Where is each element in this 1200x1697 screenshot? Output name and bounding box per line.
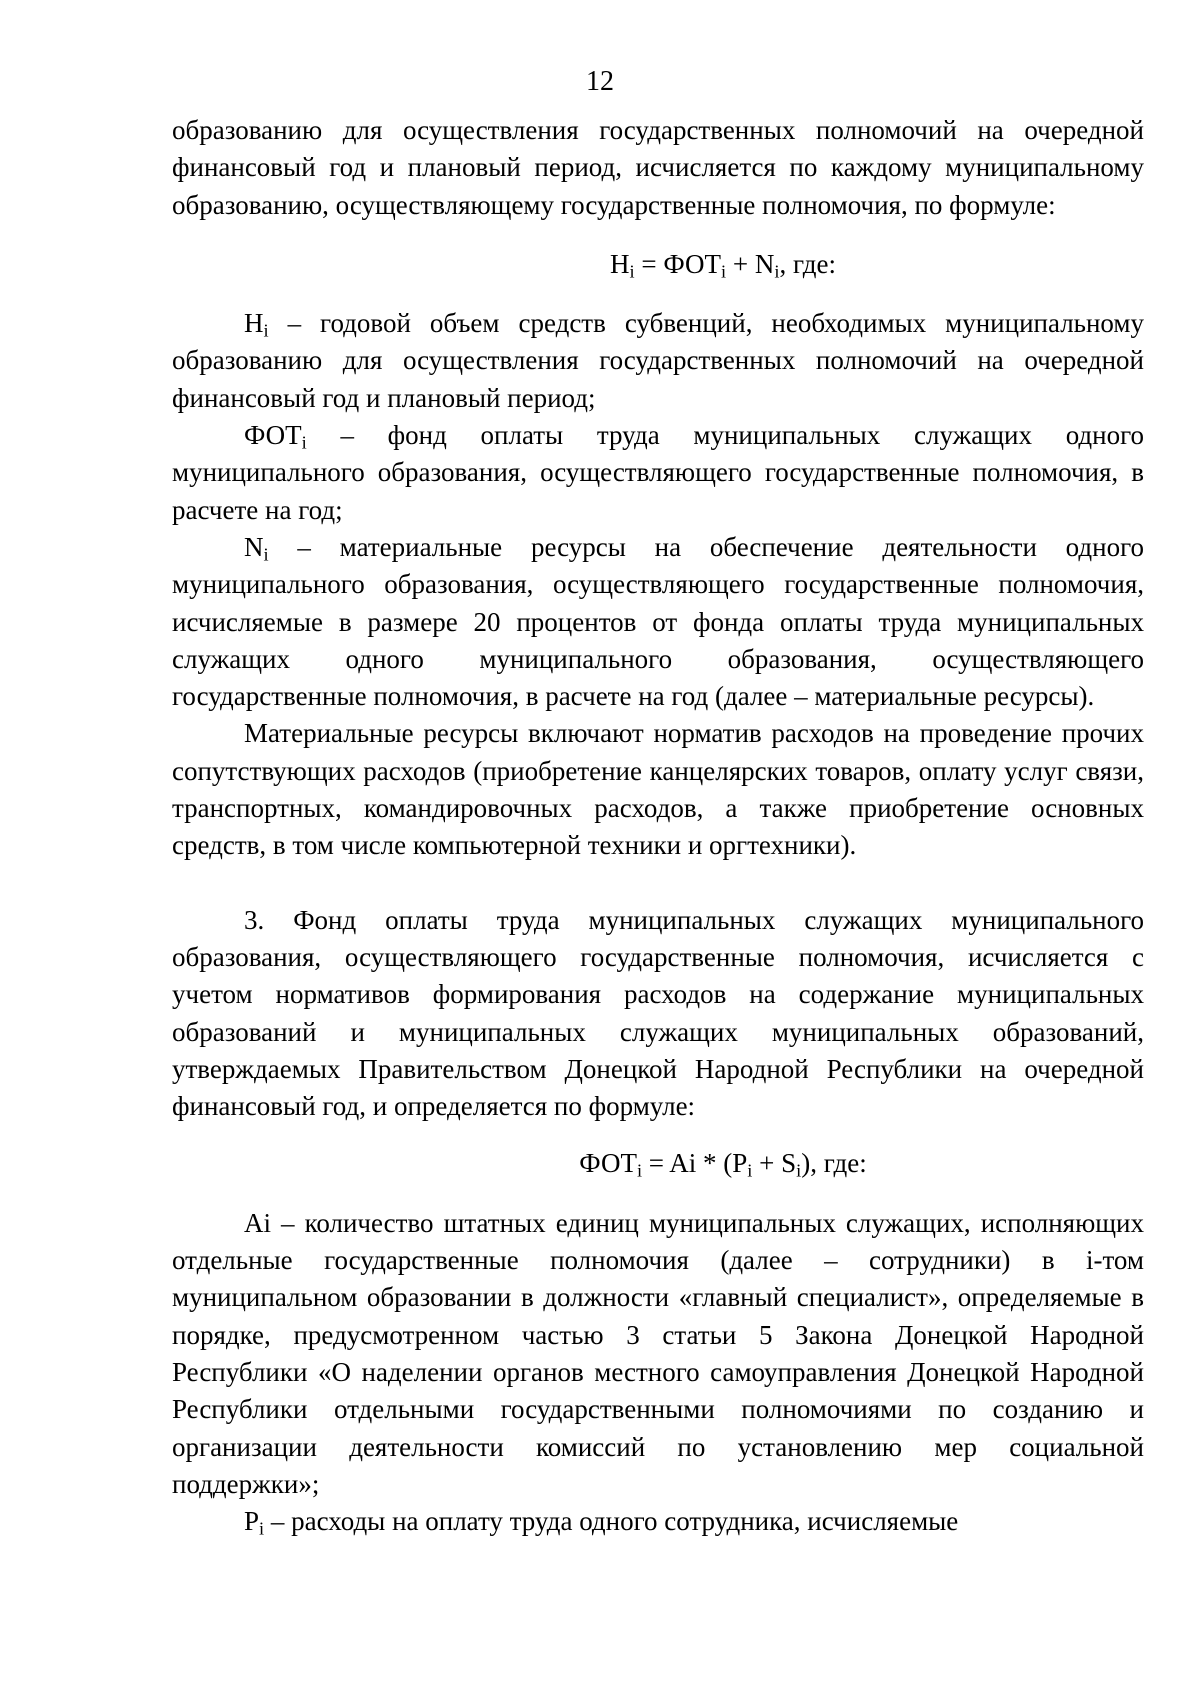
formula-subscript: i: [721, 261, 727, 282]
definition-symbol: Ai: [244, 1207, 271, 1238]
definition-p: [172, 1503, 1144, 1540]
formula-subscript: i: [747, 1161, 753, 1181]
page-number: 12: [586, 66, 614, 97]
document-body: [172, 112, 1144, 1540]
formula-part: = ФОТ: [634, 248, 722, 279]
definition-text: – материальные ресурсы на обеспечение деятельности одного муниципального образования, осуществляющего государственные полномочия, исчисляемые в размере 20 процентов от фонда оплаты труда муниципальных служащих одного муниципального образования, осуществляющего государственные полномочия, в расчете на год (далее – материальные ресурсы).: [172, 531, 1144, 712]
formula-subscript: i: [636, 1161, 643, 1181]
formula-subscript: i: [629, 261, 635, 282]
formula-subscript: i: [796, 1161, 802, 1181]
definition-subscript: i: [301, 432, 307, 453]
definition-fot: [172, 417, 1144, 529]
definition-text: – расходы на оплату труда одного сотрудника, исчисляемые: [264, 1506, 959, 1537]
definition-subscript: i: [263, 320, 269, 341]
definition-text: – фонд оплаты труда муниципальных служащих одного муниципального образования, осуществляющего государственные полномочия, в расчете на год;: [172, 420, 1144, 525]
definition-text: – количество штатных единиц муниципальных служащих, исполняющих отдельные государственные полномочия (далее – сотрудники) в i-том муниципальном образовании в должности «главный специалист», определяемые в порядке, предусмотренном частью 3 статьи 5 Закона Донецкой Народной Республики «О наделении органов местного самоуправления Донецкой Народной Республики отдельными государственными полномочиями по созданию и организации деятельности комиссий по установлению мер социальной поддержки»;: [172, 1207, 1144, 1499]
definition-symbol: H: [244, 308, 264, 339]
paragraph-section-3: 3. Фонд оплаты труда муниципальных служащих муниципального образования, осуществляющего государственные полномочия, исчисляется с учетом нормативов формирования расходов на содержание муниципальных образований и муниципальных служащих муниципальных образований, утверждаемых Правительством Донецкой Народной Республики на очередной финансовый год, и определяется по формуле:: [172, 904, 1144, 1122]
formula-part: = Ai * (P: [642, 1148, 748, 1179]
paragraph-intro: образованию для осуществления государственных полномочий на очередной финансовый год и плановый период, исчисляется по каждому муниципальному образованию, осуществляющему государственные полномочия, по формуле:: [172, 115, 1144, 220]
definition-subscript: i: [263, 544, 269, 565]
definition-n: [172, 529, 1144, 715]
formula-symbol: ФОТ: [579, 1148, 637, 1179]
formula-symbol: H: [610, 248, 630, 279]
definition-symbol: ФОТ: [244, 420, 302, 451]
definition-text: – годовой объем средств субвенций, необходимых муниципальному образованию для осуществления государственных полномочий на очередной финансовый год и плановый период;: [172, 308, 1144, 413]
formula-subvention: [172, 246, 1144, 283]
formula-part: + S: [752, 1148, 797, 1179]
definition-symbol: N: [244, 531, 264, 562]
formula-part: , где:: [779, 248, 836, 279]
paragraph-material-resources: Материальные ресурсы включают норматив расходов на проведение прочих сопутствующих расходов (приобретение канцелярских товаров, оплату услуг связи, транспортных, командировочных расходов, а также приобретение основных средств, в том числе компьютерной техники и оргтехники).: [172, 718, 1144, 861]
definition-subscript: i: [259, 1518, 265, 1539]
formula-payroll: [172, 1145, 1144, 1182]
definition-a: [172, 1205, 1144, 1503]
formula-subscript: i: [774, 261, 780, 282]
definition-h: [172, 305, 1144, 417]
formula-part: ), где:: [801, 1148, 867, 1179]
formula-part: + N: [726, 248, 775, 279]
definition-symbol: P: [244, 1506, 260, 1537]
